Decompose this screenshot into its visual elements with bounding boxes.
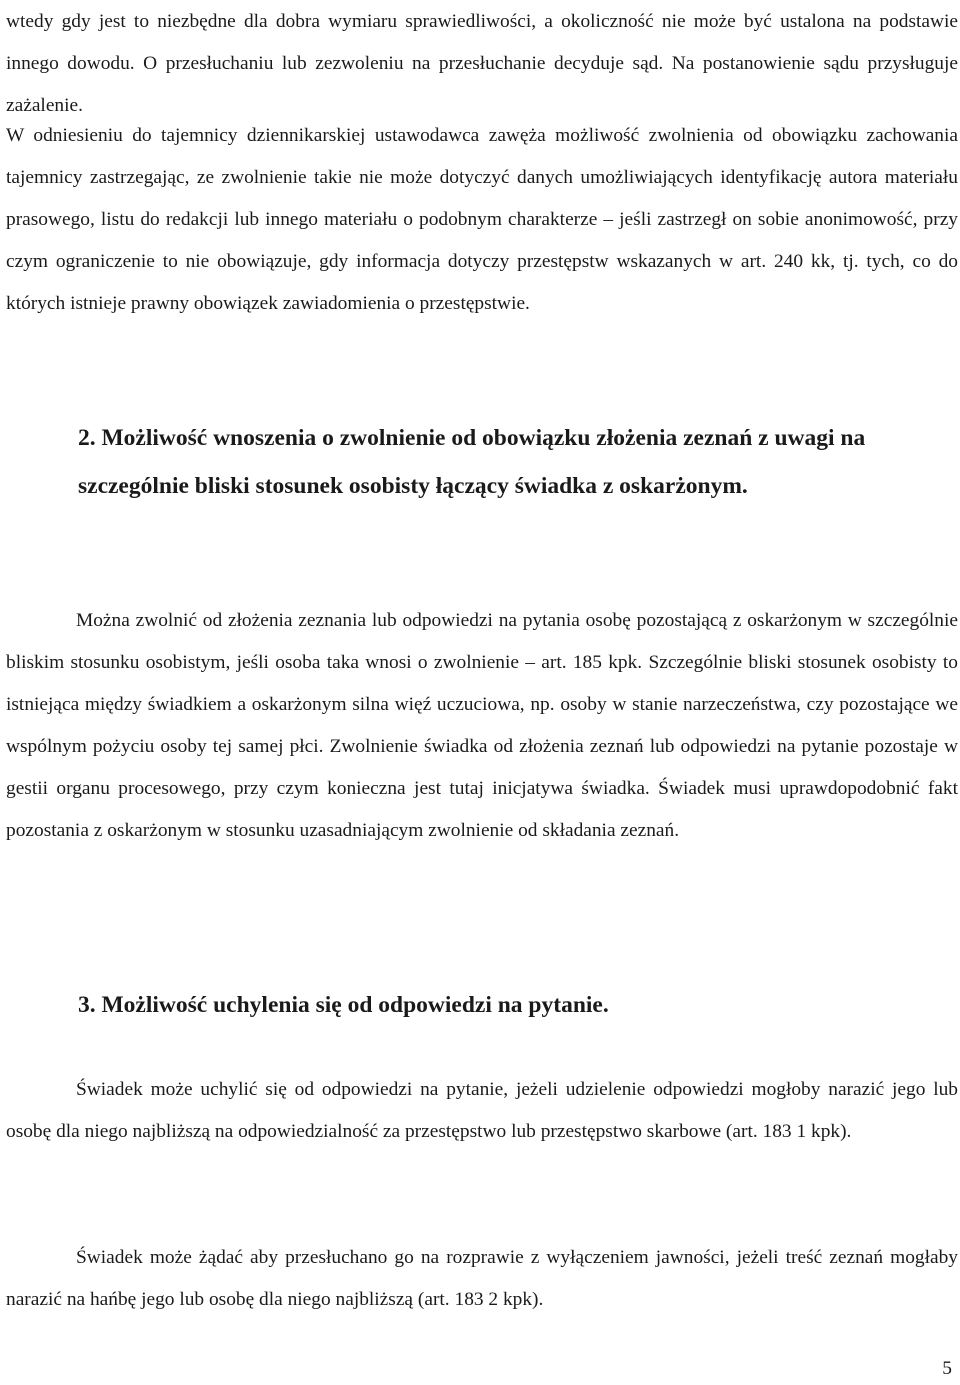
- paragraph-1: wtedy gdy jest to niezbędne dla dobra wymiaru sprawiedliwości, a okoliczność nie może być ustalona na podstawie innego dowodu. O przesłuchaniu lub zezwoleniu na przesłuchanie decyduje sąd. Na postanowienie sądu przysługuje zażalenie.: [6, 11, 958, 116]
- paragraph-4: Świadek może uchylić się od odpowiedzi na pytanie, jeżeli udzielenie odpowiedzi mogłoby narazić jego lub osobę dla niego najbliższą na odpowiedzialność za przestępstwo lub przestępstwo skarbowe (art. 183 1 kpk).: [6, 1079, 958, 1142]
- page-number: 5: [942, 1358, 952, 1379]
- paragraph-5-block: [6, 1237, 958, 1321]
- paragraph-3: Można zwolnić od złożenia zeznania lub odpowiedzi na pytania osobę pozostającą z oskarżonym w szczególnie bliskim stosunku osobistym, jeśli osoba taka wnosi o zwolnienie – art. 185 kpk. Szczególnie bliski stosunek osobisty to istniejąca między świadkiem a oskarżonym silna więź uczuciowa, np. osoby w stanie narzeczeństwa, czy pozostające we wspólnym pożyciu osoby tej samej płci. Zwolnienie świadka od złożenia zeznań lub odpowiedzi na pytanie pozostaje w gestii organu procesowego, przy czym konieczna jest tutaj inicjatywa świadka. Świadek musi uprawdopodobnić fakt pozostania z oskarżonym w stosunku uzasadniającym zwolnienie od składania zeznań.: [6, 610, 958, 841]
- paragraph-5: Świadek może żądać aby przesłuchano go na rozprawie z wyłączeniem jawności, jeżeli treść zeznań mogłaby narazić na hańbę jego lub osobę dla niego najbliższą (art. 183 2 kpk).: [6, 1247, 958, 1310]
- paragraph-4-block: [6, 1069, 958, 1153]
- paragraph-3-block: [6, 600, 958, 852]
- section-heading-3: 3. Możliwość uchylenia się od odpowiedzi na pytanie.: [78, 992, 609, 1018]
- paragraph-1-block: [6, 1, 958, 127]
- paragraph-2-block: [6, 115, 958, 325]
- paragraph-2: W odniesieniu do tajemnicy dziennikarskiej ustawodawca zawęża możliwość zwolnienia od obowiązku zachowania tajemnicy zastrzegając, ze zwolnienie takie nie może dotyczyć danych umożliwiających identyfikację autora materiału prasowego, listu do redakcji lub innego materiału o podobnym charakterze – jeśli zastrzegł on sobie anonimowość, przy czym ograniczenie to nie obowiązuje, gdy informacja dotyczy przestępstw wskazanych w art. 240 kk, tj. tych, co do których istnieje prawny obowiązek zawiadomienia o przestępstwie.: [6, 125, 958, 314]
- section-heading-2: 2. Możliwość wnoszenia o zwolnienie od obowiązku złożenia zeznań z uwagi na szczególnie bliski stosunek osobisty łączący świadka z oskarżonym.: [78, 425, 866, 499]
